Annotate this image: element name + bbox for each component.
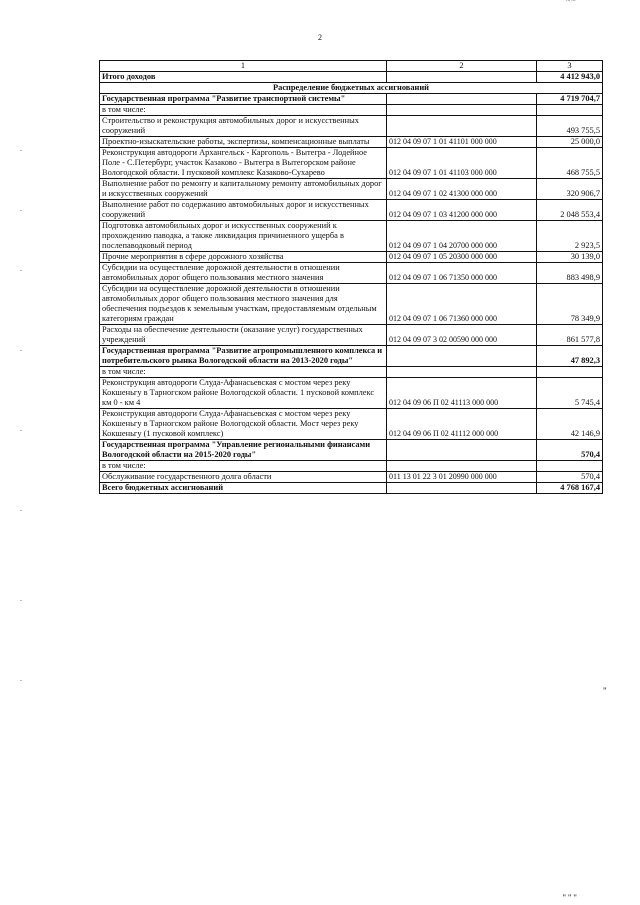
table-row [100,284,603,325]
row-code: 011 13 01 22 3 01 20990 000 000 [387,472,537,483]
row-code: 012 04 09 07 1 01 41101 000 000 [387,137,537,148]
bottom-margin-mark: """ [562,893,579,902]
row-code: 012 04 09 07 1 01 41103 000 000 [387,148,537,179]
row-amount [537,461,603,472]
table-row [100,94,603,105]
header-col-3: 3 [537,61,603,72]
row-code [387,367,537,378]
row-amount: 25 000,0 [537,137,603,148]
row-label: Расходы на обеспечение деятельности (оказание услуг) государственных учреждений [100,325,387,346]
row-label: Государственная программа "Развитие агропромышленного комплекса и потребительского рынка Вологодской области на 2013-2020 годы" [100,346,387,367]
row-code: 012 04 09 06 П 02 41113 000 000 [387,378,537,409]
row-label: в том числе: [100,461,387,472]
row-label: Прочие мероприятия в сфере дорожного хозяйства [100,252,387,263]
table-row [100,367,603,378]
table-row [100,325,603,346]
table-row [100,179,603,200]
table-row [100,472,603,483]
header-col-1: 1 [100,61,387,72]
row-code [387,346,537,367]
row-label: Выполнение работ по содержанию автомобильных дорог и искусственных сооружений [100,200,387,221]
row-label: Субсидии на осуществление дорожной деятельности в отношении автомобильных дорог общего пользования местного значения для обеспечения подъездов к земельным участкам, предоставляемым отдельным категориям граждан [100,284,387,325]
table-row [100,105,603,116]
closing-quote: " [603,686,607,696]
table-row [100,409,603,440]
row-amount: 570,4 [537,440,603,461]
total-income-label: Итого доходов [100,72,387,83]
row-amount: 78 349,9 [537,284,603,325]
total-allocations-amount: 4 768 167,4 [537,483,603,494]
row-code: 012 04 09 07 1 04 20700 000 000 [387,221,537,252]
section-title-row [100,83,603,94]
row-label: Подготовка автомобильных дорог и искусственных сооружений к прохождению паводка, а также ликвидация причиненного ущерба в послепаводковый период [100,221,387,252]
row-code [387,105,537,116]
top-margin-mark: ~~ [566,0,577,5]
row-code [387,440,537,461]
row-code: 012 04 09 07 1 02 41300 000 000 [387,179,537,200]
header-row [100,61,603,72]
row-code: 012 04 09 06 П 02 41112 000 000 [387,409,537,440]
row-label: в том числе: [100,105,387,116]
row-amount: 493 755,5 [537,116,603,137]
row-code: 012 04 09 07 1 05 20300 000 000 [387,252,537,263]
row-label: Государственная программа "Управление региональными финансами Вологодской области на 2015-2020 годы" [100,440,387,461]
row-amount: 861 577,8 [537,325,603,346]
row-amount [537,367,603,378]
table-row [100,263,603,284]
row-label: Строительство и реконструкция автомобильных дорог и искусственных сооружений [100,116,387,137]
row-code: 012 04 09 07 1 06 71350 000 000 [387,263,537,284]
row-amount [537,105,603,116]
row-code [387,94,537,105]
table-row [100,137,603,148]
row-code [387,461,537,472]
margin-scan-dots [20,150,22,740]
table-row [100,346,603,367]
table-row [100,252,603,263]
row-label: Реконструкция автодороги Архангельск - Каргополь - Вытегра - Лодейное Поле - С.Петербург, участок Казаково - Вытегра в Вытегорском районе Вологодской области. I пусковой комплекс Казаково-Сухарево [100,148,387,179]
row-amount: 47 892,3 [537,346,603,367]
table-row [100,440,603,461]
row-code: 012 04 09 07 1 06 71360 000 000 [387,284,537,325]
row-amount: 320 906,7 [537,179,603,200]
total-allocations-row [100,483,603,494]
row-label: Выполнение работ по ремонту и капитальному ремонту автомобильных дорог и искусственных сооружений [100,179,387,200]
row-label: в том числе: [100,367,387,378]
row-amount: 2 923,5 [537,221,603,252]
row-code: 012 04 09 07 1 03 41200 000 000 [387,200,537,221]
row-code: 012 04 09 07 3 02 00590 000 000 [387,325,537,346]
table-row [100,378,603,409]
table-row [100,200,603,221]
row-amount: 5 745,4 [537,378,603,409]
header-col-2: 2 [387,61,537,72]
total-allocations-code [387,483,537,494]
total-income-amount: 4 412 943,0 [537,72,603,83]
table-row [100,221,603,252]
table-row [100,116,603,137]
row-label: Реконструкция автодороги Слуда-Афанасьевская с мостом через реку Кокшеньгу в Тарногском районе Вологодской области. 1 пусковой комплекс км 0 - км 4 [100,378,387,409]
row-amount: 4 719 704,7 [537,94,603,105]
total-allocations-label: Всего бюджетных ассигнований [100,483,387,494]
total-income-row [100,72,603,83]
section-title: Распределение бюджетных ассигнований [100,83,603,94]
row-amount: 42 146,9 [537,409,603,440]
row-label: Проектно-изыскательские работы, экспертизы, компенсационные выплаты [100,137,387,148]
total-income-code [387,72,537,83]
row-label: Реконструкция автодороги Слуда-Афанасьевская с мостом через реку Кокшеньгу в Тарногском районе Вологодской области. Мост через реку Кокшеньгу (1 пусковой комплекс) [100,409,387,440]
row-amount: 883 498,9 [537,263,603,284]
table-row [100,461,603,472]
row-code [387,116,537,137]
row-amount: 468 755,5 [537,148,603,179]
row-amount: 570,4 [537,472,603,483]
row-label: Обслуживание государственного долга области [100,472,387,483]
row-label: Государственная программа "Развитие транспортной системы" [100,94,387,105]
row-label: Субсидии на осуществление дорожной деятельности в отношении автомобильных дорог общего пользования местного значения [100,263,387,284]
page-number: 2 [318,33,322,42]
row-amount: 30 139,0 [537,252,603,263]
table-row [100,148,603,179]
row-amount: 2 048 553,4 [537,200,603,221]
budget-table [99,60,603,494]
